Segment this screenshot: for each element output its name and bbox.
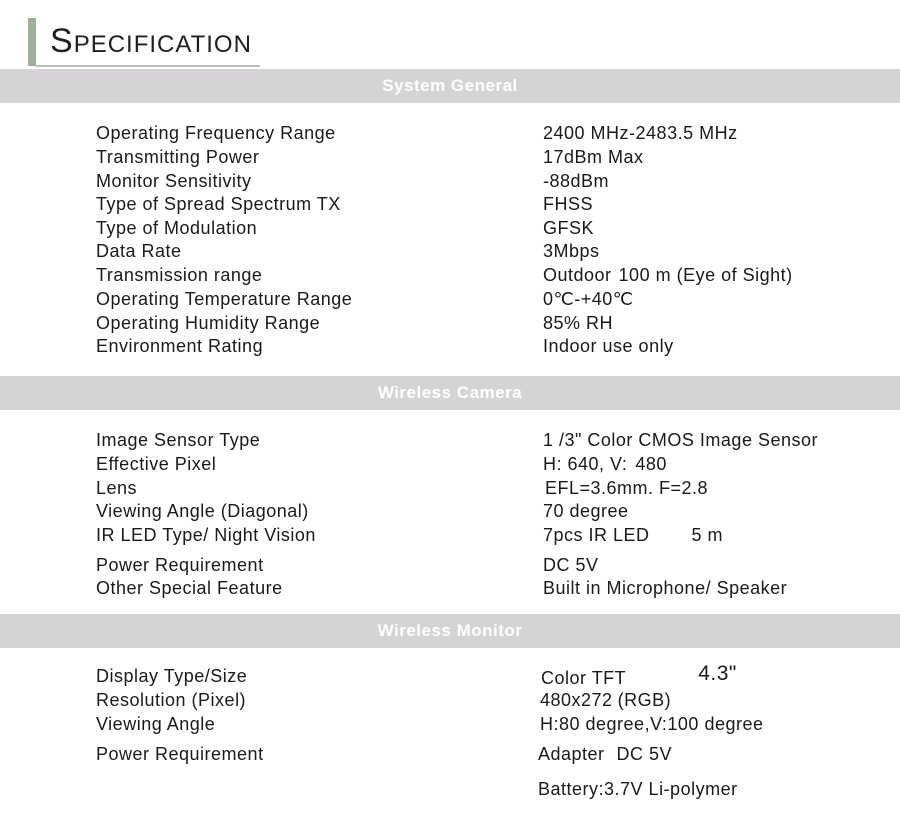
- spec-label: Viewing Angle: [96, 714, 216, 734]
- spec-row: [0, 690, 900, 714]
- spec-row: [0, 289, 900, 313]
- spec-value: [541, 662, 737, 690]
- spec-row: [0, 123, 900, 147]
- spec-value: 85% RH: [543, 313, 614, 333]
- spec-value: FHSS: [543, 194, 594, 214]
- spec-value: [543, 265, 793, 286]
- spec-value-main: H: 640, V:: [543, 454, 628, 474]
- spec-value: [543, 525, 723, 546]
- spec-label: Transmission range: [96, 265, 263, 285]
- spec-value: 2400 MHz-2483.5 MHz: [543, 123, 738, 143]
- section-header-system-general: System General: [0, 69, 900, 103]
- spec-value-extra: 100 m (Eye of Sight): [618, 265, 793, 285]
- spec-row: [0, 241, 900, 265]
- section-header-wireless-monitor: Wireless Monitor: [0, 614, 900, 648]
- spec-value: EFL=3.6mm. F=2.8: [545, 478, 709, 498]
- title-underline: [36, 65, 260, 67]
- spec-value: -88dBm: [543, 171, 610, 191]
- spec-row: [0, 525, 900, 549]
- spec-value: 70 degree: [543, 501, 629, 521]
- title-accent-bar: [28, 18, 36, 66]
- spec-row: [0, 336, 900, 360]
- spec-value: Battery:3.7V Li-polymer: [538, 779, 738, 799]
- page-title: [28, 18, 260, 66]
- spec-row: [0, 578, 900, 602]
- spec-row: [0, 662, 900, 690]
- spec-value: H:80 degree,V:100 degree: [540, 714, 764, 734]
- spec-label: Viewing Angle (Diagonal): [96, 501, 309, 521]
- spec-value: 0℃-+40℃: [543, 289, 634, 309]
- spec-value: [543, 454, 667, 475]
- spec-label: Operating Temperature Range: [96, 289, 353, 309]
- spec-row: [0, 779, 900, 803]
- spec-row: [0, 501, 900, 525]
- spec-row: [0, 478, 900, 502]
- spec-label: Monitor Sensitivity: [96, 171, 252, 191]
- spec-label: Effective Pixel: [96, 454, 217, 474]
- spec-value: 1 /3" Color CMOS Image Sensor: [543, 430, 818, 450]
- spec-label: Lens: [96, 478, 138, 498]
- spec-value: [540, 690, 671, 711]
- spec-row: [0, 218, 900, 242]
- spec-label: Resolution (Pixel): [96, 690, 247, 710]
- spec-value: 3Mbps: [543, 241, 600, 261]
- title-initial: S: [50, 22, 74, 60]
- spec-value: [538, 744, 672, 765]
- title-rest: PECIFICATION: [73, 31, 252, 58]
- spec-label: Power Requirement: [96, 744, 264, 764]
- spec-value-main: Adapter: [538, 744, 605, 764]
- spec-row: [0, 147, 900, 171]
- spec-value: Built in Microphone/ Speaker: [543, 578, 788, 598]
- spec-label: Other Special Feature: [96, 578, 283, 598]
- spec-row: [0, 714, 900, 738]
- spec-label: Image Sensor Type: [96, 430, 261, 450]
- spec-value-extra: 5 m: [691, 525, 724, 545]
- spec-value-main: Color TFT: [541, 668, 627, 688]
- spec-value-extra: DC 5V: [616, 744, 673, 764]
- spec-value: 17dBm Max: [543, 147, 644, 167]
- spec-label: Power Requirement: [96, 555, 264, 575]
- spec-value-main: 480x272: [540, 690, 613, 710]
- spec-label: Transmitting Power: [96, 147, 260, 167]
- spec-label: Type of Spread Spectrum TX: [96, 194, 341, 214]
- spec-row: [0, 194, 900, 218]
- spec-label: IR LED Type/ Night Vision: [96, 525, 316, 545]
- spec-value-main: 7pcs IR LED: [543, 525, 650, 545]
- spec-value-extra: 4.3": [698, 662, 737, 685]
- spec-row: [0, 313, 900, 337]
- spec-value-extra: (RGB): [617, 690, 672, 710]
- spec-label: Environment Rating: [96, 336, 264, 356]
- title-text: [50, 24, 252, 59]
- spec-value: DC 5V: [543, 555, 599, 575]
- spec-value: GFSK: [543, 218, 595, 238]
- spec-row: [0, 744, 900, 768]
- spec-label: Data Rate: [96, 241, 182, 261]
- spec-value: Indoor use only: [543, 336, 674, 356]
- spec-label: Type of Modulation: [96, 218, 258, 238]
- spec-row: [0, 265, 900, 289]
- spec-label: Display Type/Size: [96, 666, 248, 686]
- section-header-wireless-camera: Wireless Camera: [0, 376, 900, 410]
- spec-row: [0, 430, 900, 454]
- spec-row: [0, 555, 900, 579]
- spec-row: [0, 454, 900, 478]
- spec-label: Operating Frequency Range: [96, 123, 336, 143]
- spec-value-extra: 480: [635, 454, 667, 474]
- spec-row: [0, 171, 900, 195]
- spec-label: Operating Humidity Range: [96, 313, 321, 333]
- spec-value-main: Outdoor: [543, 265, 612, 285]
